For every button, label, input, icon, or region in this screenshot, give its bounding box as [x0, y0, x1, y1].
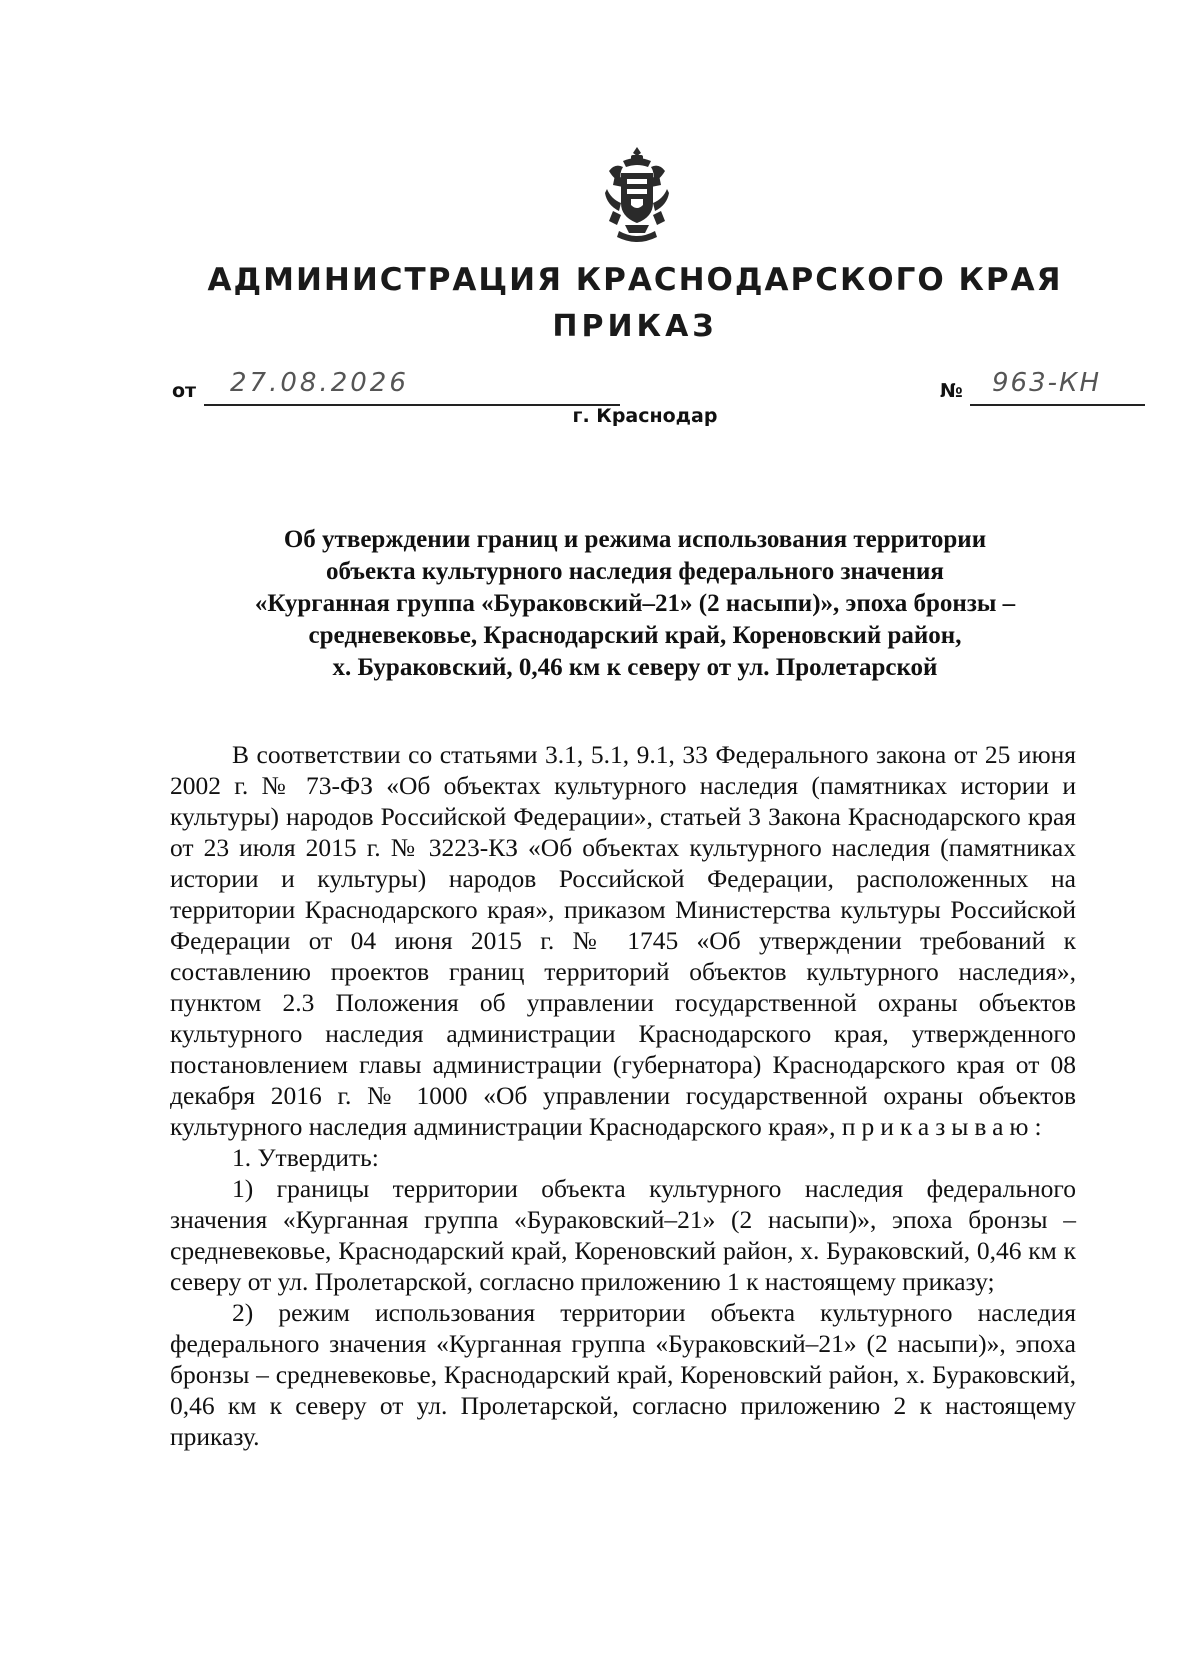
- city-name: г. Краснодар: [572, 405, 718, 427]
- coat-of-arms-icon: [601, 145, 673, 243]
- preamble-paragraph: [170, 739, 1076, 1142]
- preamble-text: В соответствии со статьями 3.1, 5.1, 9.1, 33 Федерального закона от 25 июня 2002 г. № 73-ФЗ «Об объектах культурного наследия (памятниках истории и культуры) народов Российской Федерации», статьей 3 Закона Краснодарского края от 23 июля 2015 г. № 3223-КЗ «Об объектах культурного наследия (памятниках истории и культуры) народов Российской Федерации, расположенных на территории Краснодарского края», приказом Министерства культуры Российской Федерации от 04 июня 2015 г. № 1745 «Об утверждении требований к составлению проектов границ территорий объектов культурного наследия», пунктом 2.3 Положения об управлении государственной охраны объектов культурного наследия администрации Краснодарского края, утвержденного постановлением главы администрации (губернатора) Краснодарского края от 08 декабря 2016 г. № 1000 «Об управлении государственной охраны объектов культурного наследия администрации Краснодарского края»,: [170, 740, 1076, 1141]
- order-word: приказываю:: [841, 1112, 1048, 1141]
- number-underline: [970, 404, 1145, 406]
- number-value: 963-КН: [992, 368, 1102, 398]
- organization-name: АДМИНИСТРАЦИЯ КРАСНОДАРСКОГО КРАЯ: [207, 262, 1063, 298]
- date-value: 27.08.2026: [230, 368, 409, 398]
- document-type: ПРИКАЗ: [552, 309, 718, 344]
- subitem-1: 1) границы территории объекта культурного наследия федерального значения «Курганная группа «Бураковский–21» (2 насыпи)», эпоха бронзы – средневековье, Краснодарский край, Кореновский район, х. Бураковский, 0,46 км к северу от ул. Пролетарской, согласно приложению 1 к настоящему приказу;: [170, 1174, 1076, 1296]
- item-1: 1. Утвердить:: [232, 1143, 379, 1172]
- date-prefix: от: [172, 380, 197, 402]
- title-line: объекта культурного наследия федерального значения: [326, 558, 944, 585]
- document-body: [170, 739, 1076, 1452]
- title-line: «Курганная группа «Бураковский–21» (2 насыпи)», эпоха бронзы –: [254, 590, 1016, 617]
- subitem-2: 2) режим использования территории объекта культурного наследия федерального значения «Курганная группа «Бураковский–21» (2 насыпи)», эпоха бронзы – средневековье, Краснодарский край, Кореновский район, х. Бураковский, 0,46 км к северу от ул. Пролетарской, согласно приложению 2 к настоящему приказу.: [170, 1298, 1076, 1451]
- title-line: х. Бураковский, 0,46 км к северу от ул. Пролетарской: [332, 654, 938, 681]
- title-line: средневековье, Краснодарский край, Кореновский район,: [308, 622, 962, 649]
- document-title: [160, 524, 1110, 684]
- number-prefix: №: [940, 380, 963, 402]
- title-line: Об утверждении границ и режима использования территории: [283, 526, 987, 553]
